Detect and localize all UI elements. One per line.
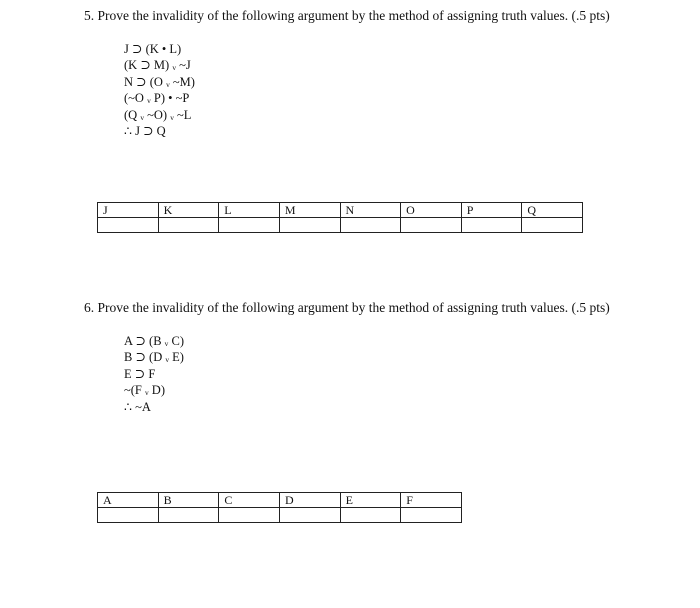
question-6-premises (124, 333, 184, 415)
table-header-cell: F (401, 493, 462, 508)
question-6-truth-table (97, 492, 462, 523)
conclusion-line: ∴ ~A (124, 399, 151, 414)
question-5-truth-table (97, 202, 583, 233)
premise-line: (K ⊃ M) ᵥ ~J (124, 58, 191, 73)
question-6-title: 6. Prove the invalidity of the following argument by the method of assigning truth values. (.5 pts) (84, 300, 610, 315)
truth-value-cell[interactable] (401, 218, 462, 233)
table-header-cell: M (279, 203, 340, 218)
premise-line: B ⊃ (D ᵥ E) (124, 350, 184, 365)
truth-value-cell[interactable] (340, 508, 401, 523)
table-header-cell: J (98, 203, 159, 218)
table-value-row (98, 218, 583, 233)
table-header-cell: N (340, 203, 401, 218)
premise-line: ~(F ᵥ D) (124, 383, 165, 398)
truth-value-cell[interactable] (279, 218, 340, 233)
premise-line: (~O ᵥ P) • ~P (124, 91, 190, 106)
truth-value-cell[interactable] (279, 508, 340, 523)
table-header-cell: C (219, 493, 280, 508)
truth-value-cell[interactable] (98, 218, 159, 233)
truth-value-cell[interactable] (158, 218, 219, 233)
premise-line: A ⊃ (B ᵥ C) (124, 334, 184, 348)
truth-value-cell[interactable] (461, 218, 522, 233)
premise-line: J ⊃ (K • L) (124, 42, 182, 56)
truth-value-cell[interactable] (219, 508, 280, 523)
truth-value-cell[interactable] (158, 508, 219, 523)
conclusion-line: ∴ J ⊃ Q (124, 123, 166, 138)
table-header-cell: B (158, 493, 219, 508)
truth-value-cell[interactable] (98, 508, 159, 523)
table-header-row (98, 493, 462, 508)
truth-value-cell[interactable] (522, 218, 583, 233)
truth-value-cell[interactable] (340, 218, 401, 233)
table-header-cell: E (340, 493, 401, 508)
question-5-premises (124, 41, 195, 139)
table-header-cell: A (98, 493, 159, 508)
table-header-cell: L (219, 203, 280, 218)
table-value-row (98, 508, 462, 523)
table-header-cell: P (461, 203, 522, 218)
table-header-cell: Q (522, 203, 583, 218)
question-5-title: 5. Prove the invalidity of the following argument by the method of assigning truth values. (.5 pts) (84, 8, 610, 23)
table-header-cell: D (279, 493, 340, 508)
truth-value-cell[interactable] (219, 218, 280, 233)
table-header-cell: K (158, 203, 219, 218)
premise-line: N ⊃ (O ᵥ ~M) (124, 74, 195, 89)
truth-value-cell[interactable] (401, 508, 462, 523)
premise-line: (Q ᵥ ~O) ᵥ ~L (124, 107, 192, 122)
premise-line: E ⊃ F (124, 366, 156, 381)
table-header-row (98, 203, 583, 218)
table-header-cell: O (401, 203, 462, 218)
